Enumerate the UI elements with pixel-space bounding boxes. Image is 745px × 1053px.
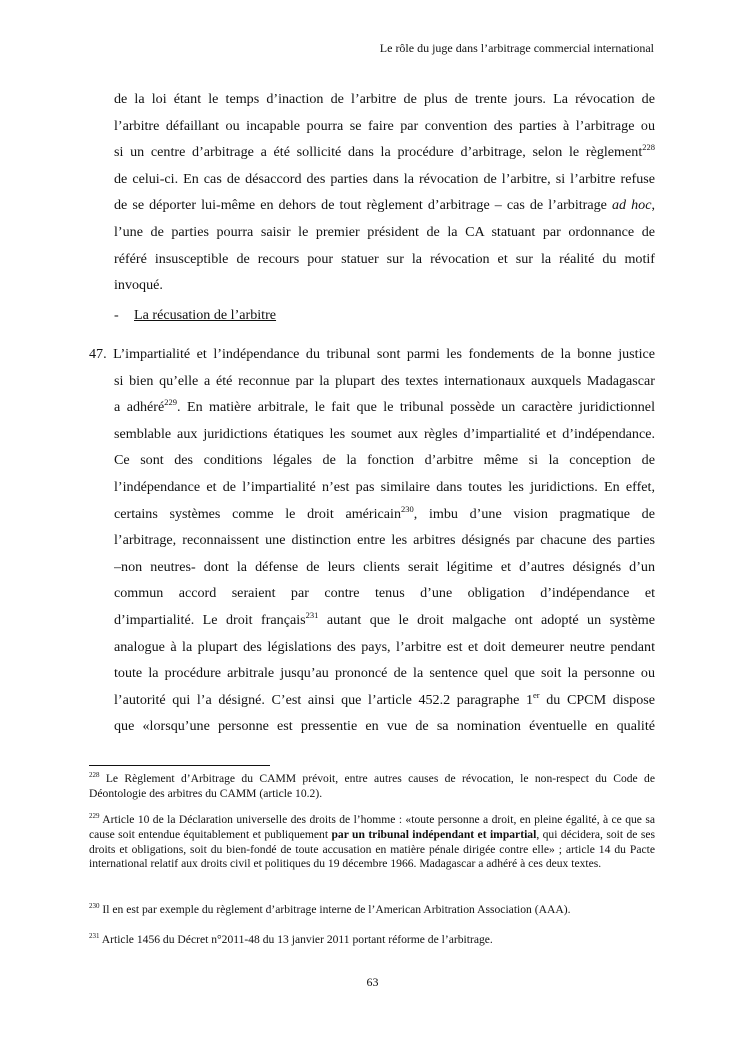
subsection-heading — [114, 302, 276, 328]
footnote-ref-228[interactable]: 228 — [642, 142, 655, 153]
text-line — [114, 139, 655, 166]
text-line: –non neutres- dont la défense de leurs clients serait légitime et d’autres désignés d’un — [114, 558, 655, 575]
paragraph-47 — [89, 341, 655, 740]
text-span: si un centre d’arbitrage a été sollicité dans la procédure d’arbitrage, selon le règlement — [114, 144, 643, 161]
text-line: l’une de parties pourra saisir le premier président de la CA statuant par ordonnance de — [114, 223, 655, 240]
text-line: analogue à la plupart des législations des pays, l’arbitre est et doit demeurer neutre pendant — [114, 638, 655, 655]
footnote-text: Article 1456 du Décret n°2011-48 du 13 janvier 2011 portant réforme de l’arbitrage. — [99, 933, 493, 946]
heading-title: La récusation de l’arbitre — [134, 307, 277, 323]
footnote-bold-text: par un tribunal indépendant et impartial — [331, 827, 537, 841]
text-line: de celui-ci. En cas de désaccord des parties dans la révocation de l’arbitre, si l’arbitre refuse — [114, 170, 655, 187]
text-span: du CPCM dispose — [539, 691, 655, 708]
text-span: certains systèmes comme le droit américain — [114, 505, 401, 522]
text-line: invoqué. — [114, 277, 163, 294]
footnote-228 — [89, 772, 655, 802]
text-span: , imbu d’une vision pragmatique de — [413, 505, 655, 522]
footnote-number: 230 — [89, 902, 100, 910]
text-line: l’arbitre défaillant ou incapable pourra se faire par convention des parties à l’arbitrage ou — [114, 117, 655, 134]
text-line: semblable aux juridictions étatiques les soumet aux règles d’impartialité et d’indépendance. — [114, 425, 655, 442]
text-span: l’autorité qui l’a désigné. C’est ainsi que l’article 452.2 paragraphe 1 — [114, 691, 534, 708]
footnote-230 — [89, 903, 655, 918]
footnote-number: 231 — [89, 932, 100, 940]
footnote-separator — [89, 765, 270, 766]
text-line: si bien qu’elle a été reconnue par la plupart des textes internationaux auxquels Madagascar — [114, 372, 655, 389]
text-line — [114, 394, 655, 421]
text-line — [114, 501, 655, 528]
footnote-231 — [89, 933, 655, 948]
page-number: 63 — [366, 975, 379, 989]
superscript-er: er — [533, 689, 540, 700]
text-line: que «lorsqu’une personne est pressentie en vue de sa nomination éventuelle en qualité — [114, 718, 655, 735]
text-line: toute la procédure arbitrale jusqu’au prononcé de la sentence quel que soit la personne ou — [114, 665, 655, 682]
footnote-ref-230[interactable]: 230 — [401, 503, 414, 514]
footnote-number: 229 — [89, 812, 100, 820]
text-line — [114, 687, 655, 714]
text-span: L’impartialité et l’indépendance du tribunal sont parmi les fondements de la bonne justice — [113, 346, 655, 362]
text-line: l’indépendance et de l’impartialité n’est pas similaire dans toutes les juridictions. En effet, — [114, 478, 655, 495]
running-header: Le rôle du juge dans l’arbitrage commercial international — [379, 41, 654, 55]
text-span: a adhéré — [114, 399, 165, 416]
heading-dash: - — [114, 307, 119, 323]
footnote-text: Le Règlement d’Arbitrage du CAMM prévoit, entre autres causes de révocation, le non-respect du Code de Déontologie des arbitres du CAMM (article 10.2). — [89, 772, 655, 800]
text-line: de la loi étant le temps d’inaction de l’arbitre de plus de trente jours. La révocation de — [114, 91, 655, 107]
text-line — [114, 607, 655, 634]
text-line: Ce sont des conditions légales de la fonction d’arbitre même si la conception de — [114, 452, 655, 469]
text-span: , — [651, 197, 655, 214]
text-span: de se déporter lui-même en dehors de tout règlement d’arbitrage – cas de l’arbitrage — [114, 197, 612, 214]
text-span: . En matière arbitrale, le fait que le tribunal possède un caractère juridictionnel — [177, 399, 655, 416]
footnote-ref-229[interactable]: 229 — [164, 397, 177, 408]
footnote-229 — [89, 813, 655, 872]
footnote-ref-231[interactable]: 231 — [305, 609, 319, 620]
footnote-text: , qui décidera, soit de ses droits et obligations, soit du bien-fondé de toute accusation en matière pénale dirigée contre elle» ; article 14 du Pacte international relatif aux droits civil et politiques du 19 décembre 1966. Madagascar a adhéré à ces deux textes. — [89, 827, 655, 871]
footnote-number: 228 — [89, 771, 100, 779]
footnote-text: Il en est par exemple du règlement d’arbitrage interne de l’American Arbitration Association (AAA). — [99, 903, 571, 916]
paragraph-continuation — [89, 86, 655, 299]
text-span: d’impartialité. Le droit français — [114, 611, 306, 628]
paragraph-number: 47. — [89, 346, 107, 362]
text-span: autant que le droit malgache ont adopté un système — [318, 611, 655, 628]
footnote-text: Article 10 de la Déclaration universelle des droits de l’homme : «toute personne a droit, en pleine égalité, à ce que sa cause soit entendue équitablement et publiquement — [89, 813, 655, 841]
italic-ad-hoc: ad hoc — [611, 197, 652, 214]
text-line — [114, 192, 655, 219]
text-line: l’arbitrage, reconnaissent une distinction entre les arbitres désignés par chacune des parties — [114, 532, 655, 549]
text-line: commun accord seraient par contre tenus d’une obligation d’indépendance et — [114, 585, 655, 602]
text-line: référé insusceptible de recours pour statuer sur la révocation et sur la réalité du motif — [114, 250, 655, 267]
text-line — [89, 341, 655, 368]
